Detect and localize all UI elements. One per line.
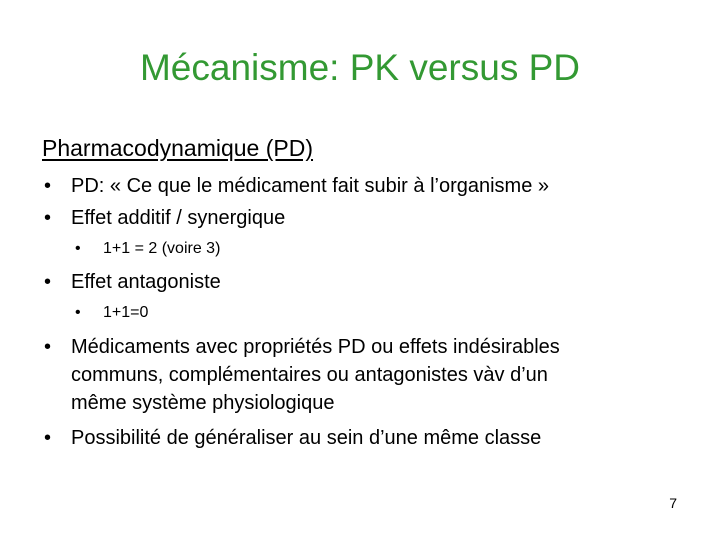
slide-title: Mécanisme: PK versus PD: [139, 47, 581, 88]
bullet-text-line: communs, complémentaires ou antagonistes vàv d’un: [71, 364, 548, 386]
bullet-text: Possibilité de généraliser au sein d’une même classe: [71, 427, 542, 449]
bullet-marker: •: [44, 207, 52, 229]
bullet-item: [44, 333, 684, 419]
bullet-marker: •: [44, 336, 52, 358]
bullet-marker: •: [44, 427, 52, 449]
bullet-marker: •: [44, 175, 52, 197]
bullet-text-line: Médicaments avec propriétés PD ou effets indésirables: [71, 336, 560, 358]
bullet-marker: •: [44, 271, 52, 293]
bullet-text: Effet additif / synergique: [71, 207, 286, 229]
section-heading: Pharmacodynamique (PD): [42, 135, 314, 161]
bullet-text-line: même système physiologique: [71, 392, 335, 414]
sub-bullet-text: 1+1=0: [103, 304, 149, 321]
bullet-marker: •: [75, 304, 81, 321]
bullet-marker: •: [75, 240, 81, 257]
sub-bullet-text: 1+1 = 2 (voire 3): [103, 240, 221, 257]
page-number: 7: [669, 495, 677, 511]
bullet-text: PD: « Ce que le médicament fait subir à l’organisme »: [71, 175, 550, 197]
bullet-text: Effet antagoniste: [71, 271, 221, 293]
